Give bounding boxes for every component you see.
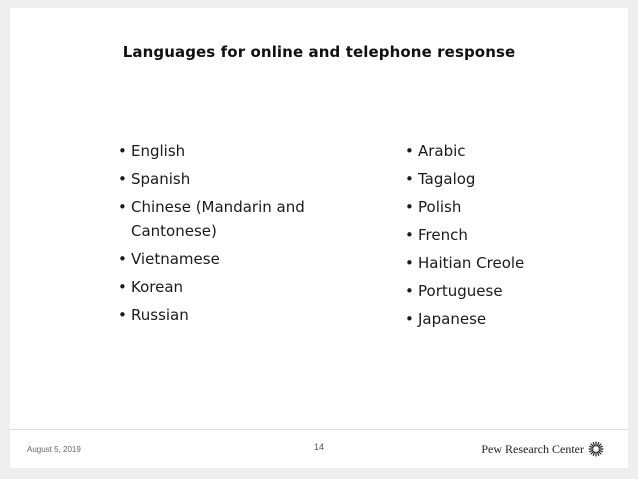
- list-item: [405, 279, 605, 303]
- language-label: Vietnamese: [131, 250, 220, 268]
- list-item: [405, 223, 605, 247]
- languages-list-right: [405, 139, 605, 335]
- language-label: Korean: [131, 278, 184, 296]
- slide-title: Languages for online and telephone response: [122, 43, 516, 61]
- languages-list-left: [118, 139, 328, 331]
- list-item: [118, 139, 328, 163]
- language-label: Chinese (Mandarin and Cantonese): [131, 198, 305, 240]
- bullet: •: [118, 306, 127, 324]
- bullet: •: [405, 170, 414, 188]
- list-item: [405, 139, 605, 163]
- list-item: [405, 195, 605, 219]
- language-label: Haitian Creole: [418, 254, 525, 272]
- footer-date: August 5, 2019: [27, 445, 81, 454]
- list-item: [405, 167, 605, 191]
- list-item: [118, 303, 328, 327]
- language-label: French: [418, 226, 468, 244]
- pew-logo: [481, 441, 604, 457]
- footer-divider: [10, 429, 628, 430]
- bullet: •: [405, 226, 414, 244]
- bullet: •: [118, 278, 127, 296]
- bullet: •: [405, 282, 414, 300]
- bullet: •: [405, 254, 414, 272]
- language-label: Tagalog: [418, 170, 476, 188]
- slide: [10, 8, 628, 468]
- bullet: •: [405, 198, 414, 216]
- bullet: •: [118, 142, 127, 160]
- list-item: [405, 307, 605, 331]
- bullet: •: [405, 310, 414, 328]
- sunburst-icon: [588, 441, 604, 457]
- bullet: •: [118, 250, 127, 268]
- language-label: Russian: [131, 306, 189, 324]
- bullet: •: [405, 142, 414, 160]
- language-label: English: [131, 142, 186, 160]
- list-item: [405, 251, 605, 275]
- language-label: Portuguese: [418, 282, 503, 300]
- logo-text: Pew Research Center: [481, 441, 584, 456]
- bullet: •: [118, 198, 127, 216]
- page-number: 14: [313, 442, 324, 452]
- language-label: Japanese: [418, 310, 487, 328]
- list-item: [118, 167, 328, 191]
- bullet: •: [118, 170, 127, 188]
- list-item: [118, 195, 328, 243]
- list-item: [118, 247, 328, 271]
- list-item: [118, 275, 328, 299]
- language-label: Polish: [418, 198, 462, 216]
- language-label: Spanish: [131, 170, 191, 188]
- language-label: Arabic: [418, 142, 466, 160]
